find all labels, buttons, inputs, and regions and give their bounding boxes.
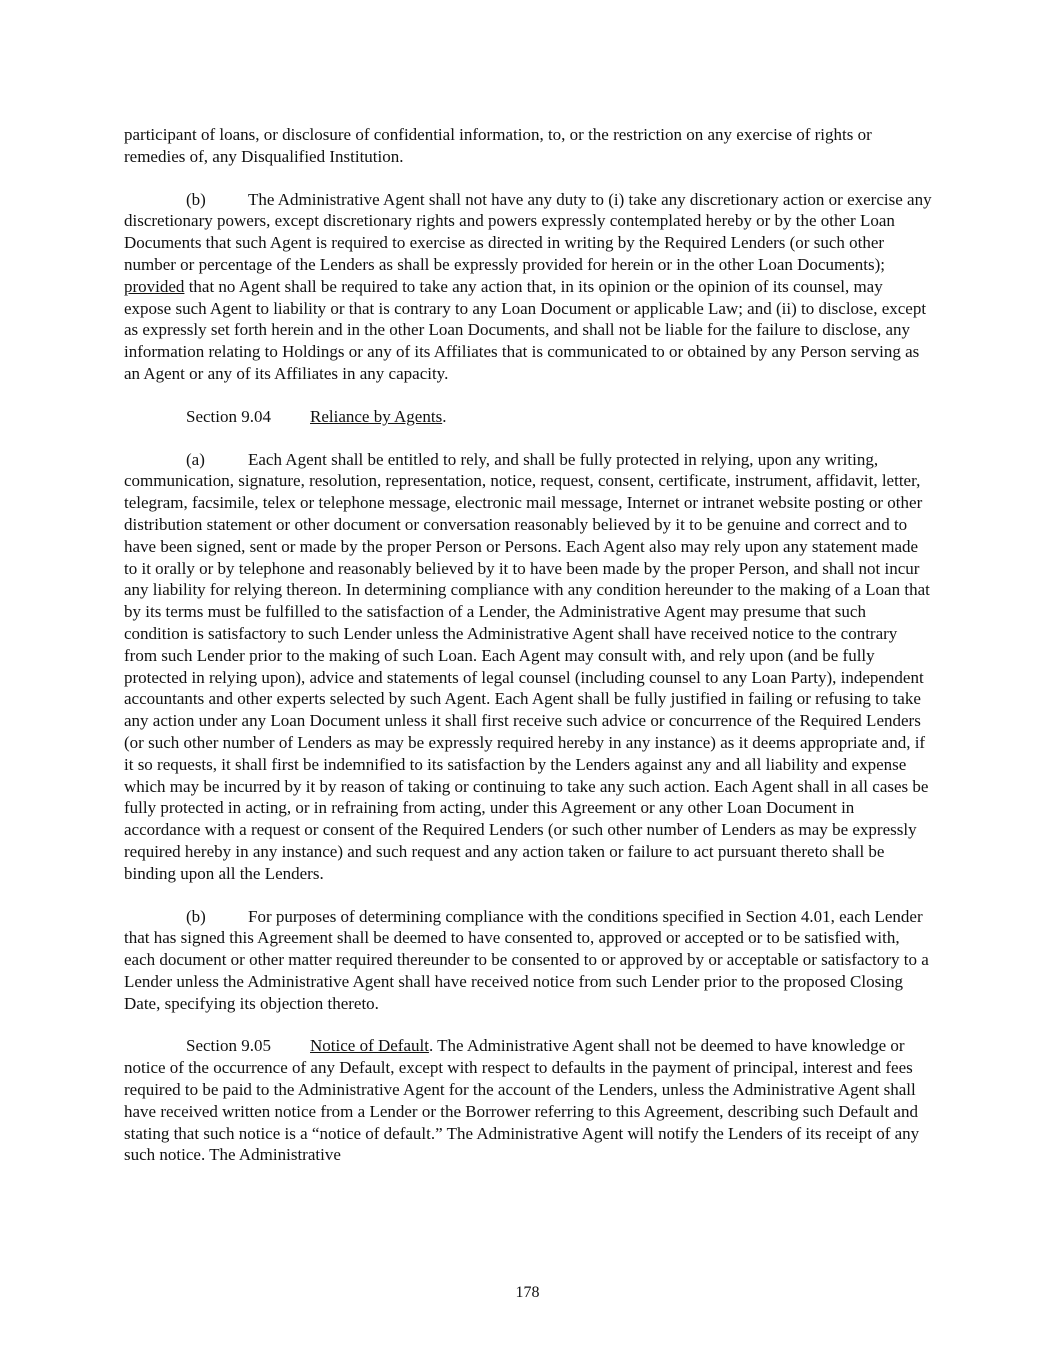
paragraph-text: For purposes of determining compliance with the conditions specified in Section 4.01, each Lender that has signed this Agreement shall be deemed to have consented to, approved or accepted or to be satisfied with, each document or other matter required thereunder to be consented to or approved by or acceptable or satisfactory to a Lender unless the Administrative Agent shall have received notice from such Lender prior to the proposed Closing Date, specifying its objection thereto. — [124, 906, 929, 1013]
provided-term: provided — [124, 276, 185, 296]
paragraph-text: . The Administrative Agent shall not be deemed to have knowledge or notice of the occurrence of any Default, except with respect to defaults in the payment of principal, interest and fees required to be paid to the Administrative Agent for the account of the Lenders, unless the Administrative Agent shall have received written notice from a Lender or the Borrower referring to this Agreement, describing such Default and stating that such notice is a “notice of default.” The Administrative Agent will notify the Lenders of its receipt of any such notice. The Administrative — [124, 1036, 920, 1165]
paragraph-marker: (a) — [186, 449, 205, 469]
page-body — [124, 124, 934, 1187]
paragraph-text: participant of loans, or disclosure of confidential information, to, or the restriction on any exercise of rights or remedies of, any Disqualified Institution. — [124, 125, 872, 166]
section-number: Section 9.04 — [186, 406, 271, 426]
section-number: Section 9.05 — [186, 1036, 271, 1056]
section-9-04-heading — [124, 406, 934, 428]
paragraph-continuation — [124, 124, 934, 168]
paragraph-a-reliance — [124, 449, 934, 885]
section-9-05-paragraph — [124, 1035, 934, 1166]
page-number: 178 — [515, 1284, 540, 1301]
section-title: Notice of Default — [310, 1036, 429, 1056]
paragraph-b-compliance — [124, 906, 934, 1015]
paragraph-b-duties — [124, 189, 934, 385]
paragraph-text: Each Agent shall be entitled to rely, and shall be fully protected in relying, upon any writing, communication, signature, resolution, representation, notice, request, consent, certificate, instrument, affidavit, letter, telegram, facsimile, telex or telephone message, electronic mail message, Internet or intranet website posting or other distribution statement or other document or conversation reasonably believed by it to be genuine and correct and to have been signed, sent or made by the proper Person or Persons. Each Agent also may rely upon any statement made to it orally or by telephone and reasonably believed by it to have been made by the proper Person, and shall not incur any liability for relying thereon. In determining compliance with any condition hereunder to the making of a Loan that by its terms must be fulfilled to the satisfaction of a Lender, the Administrative Agent may presume that such condition is satisfactory to such Lender unless the Administrative Agent shall have received notice to the contrary from such Lender prior to the making of such Loan. Each Agent may consult with, and rely upon (and be fully protected in relying upon), advice and statements of legal counsel (including counsel to any Loan Party), independent accountants and other experts selected by such Agent. Each Agent shall be fully justified in failing or refusing to take any action under any Loan Document unless it shall first receive such advice or concurrence of the Required Lenders (or such other number of Lenders as may be expressly required hereby in any instance) as it deems appropriate and, if it so requests, it shall first be indemnified to its satisfaction by the Lenders against any and all liability and expense which may be incurred by it by reason of taking or continuing to take any such action. Each Agent shall in all cases be fully protected in acting, or in refraining from acting, under this Agreement or any other Loan Document in accordance with a request or consent of the Required Lenders (or such other number of Lenders as may be expressly required hereby in any instance) and such request and any action taken or failure to act pursuant thereto shall be binding upon all the Lenders. — [124, 449, 930, 883]
paragraph-text: that no Agent shall be required to take any action that, in its opinion or the opinion of its counsel, may expose such Agent to liability or that is contrary to any Loan Document or applicable Law; and (ii) to disclose, except as expressly set forth herein and in the other Loan Documents, and shall not be liable for the failure to disclose, any information relating to Holdings or any of its Affiliates that is communicated to or obtained by any Person serving as an Agent or any of its Affiliates in any capacity. — [124, 276, 927, 383]
paragraph-text: The Administrative Agent shall not have any duty to (i) take any discretionary action or exercise any discretionary powers, except discretionary rights and powers expressly contemplated hereby or by the other Loan Documents that such Agent is required to exercise as directed in writing by the Required Lenders (or such other number or percentage of the Lenders as shall be expressly provided for herein or in the other Loan Documents); — [124, 189, 932, 274]
section-title-punct: . — [442, 406, 447, 426]
paragraph-marker: (b) — [186, 906, 206, 926]
paragraph-marker: (b) — [186, 189, 206, 209]
section-title: Reliance by Agents — [310, 406, 443, 426]
